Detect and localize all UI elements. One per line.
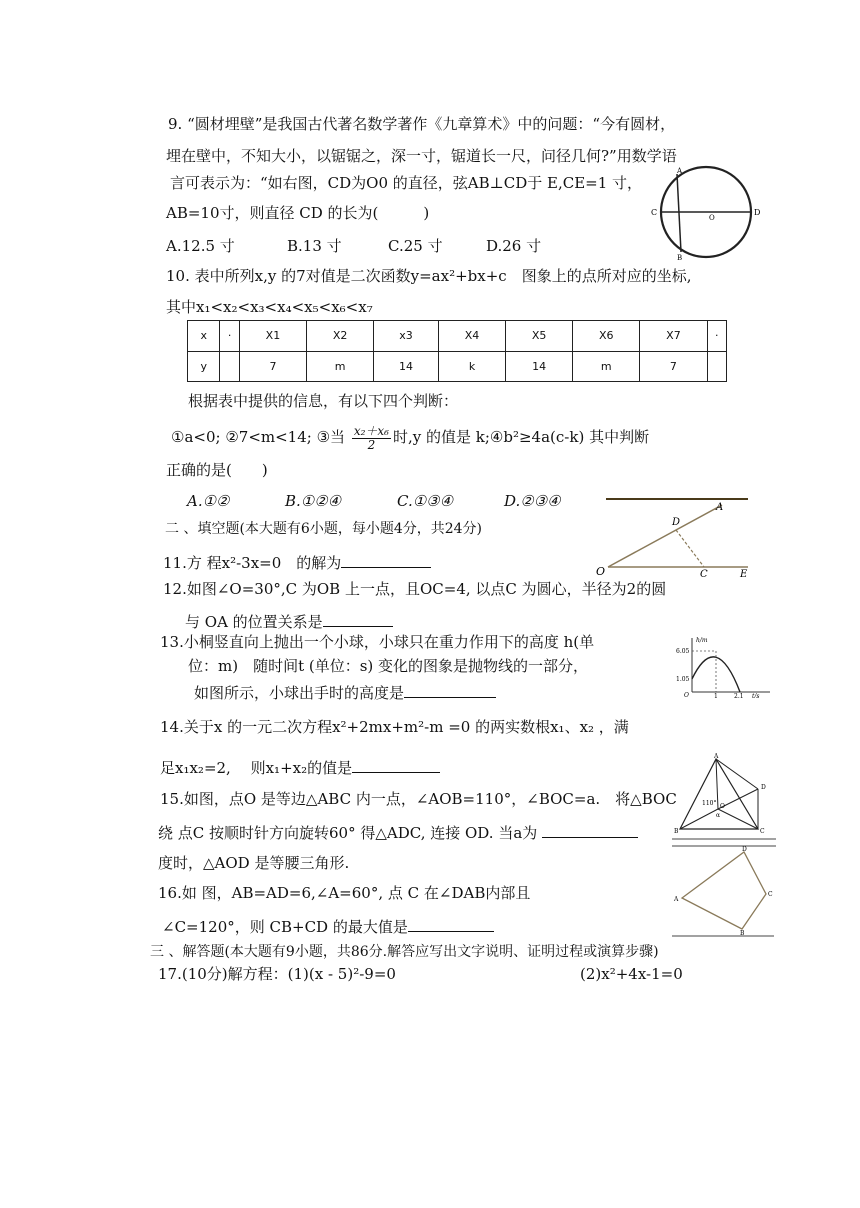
table-cell: y <box>188 351 220 382</box>
quadrilateral-abcd <box>682 852 766 929</box>
q12-answer-blank <box>323 610 393 627</box>
label-d: D <box>761 784 766 791</box>
x-tick-1: 1 <box>714 693 718 698</box>
q14-line1: 14.关于x 的一元二次方程x²+2mx+m²-m =0 的两实数根x₁、x₂ ，满 <box>160 718 629 736</box>
section2-heading: 二 、填空题(本大题有6小题，每小题4分，共24分) <box>165 521 483 537</box>
q10-fraction: $\frac{\text{x₂＋x₆}}{2}$ <box>353 423 389 452</box>
table-cell: 14 <box>374 351 439 382</box>
label-a: A <box>716 502 724 513</box>
label-b: B <box>740 930 745 937</box>
origin-label: O <box>684 692 689 698</box>
t-axis-label: t/s <box>752 693 760 698</box>
q10-judgements <box>171 422 649 452</box>
label-a: A <box>677 167 683 175</box>
parabola-curve <box>692 657 740 692</box>
q14-line2 <box>160 756 440 778</box>
q15-line1: 15.如图，点O 是等边△ABC 内一点，∠AOB=110°，∠BOC=a. 将△BOC <box>160 790 677 808</box>
table-row-x <box>188 321 727 352</box>
label-o: O <box>709 214 715 222</box>
table-cell: X6 <box>573 321 640 352</box>
q14-answer-blank <box>352 756 440 773</box>
q9-circle-figure <box>643 160 773 260</box>
q12-figure <box>594 493 754 579</box>
q10-judge-b: 的值是 k;④b²≥4a(c-k) 其中判断 <box>426 428 650 446</box>
label-a: A <box>674 896 679 903</box>
alpha-label: α <box>716 812 721 819</box>
q9-line3: 言可表示为：“如右图，CD为O0 的直径，弦AB⊥CD于 E,CE=1 寸， <box>170 174 643 192</box>
q15-answer-blank <box>542 821 638 838</box>
q13-text: 如图所示，小球出手时的高度是 <box>194 684 405 702</box>
q10-option-d: D.②③④ <box>504 492 561 510</box>
label-c: C <box>651 208 658 217</box>
q16-line2 <box>162 915 494 937</box>
q13-answer-blank <box>404 681 496 698</box>
table-cell: k <box>438 351 505 382</box>
q11-answer-blank <box>341 551 431 568</box>
q9-line4: AB=10寸，则直径 CD 的长为( ) <box>166 204 430 222</box>
chord-ab <box>677 174 681 252</box>
table-cell: · <box>220 321 239 352</box>
q12-text: 与 OA 的位置关系是 <box>185 613 323 631</box>
table-cell: X5 <box>506 321 573 352</box>
q10-option-b: B.①②④ <box>285 492 342 510</box>
table-cell: X2 <box>307 321 374 352</box>
perpendicular-cd <box>676 530 704 567</box>
h-axis-label: h/m <box>696 637 708 644</box>
table-cell: m <box>307 351 374 382</box>
table-cell <box>220 351 239 382</box>
table-cell: X1 <box>239 321 306 352</box>
table-cell: x <box>188 321 220 352</box>
y-tick-605: 6.05 <box>676 648 690 655</box>
label-o: O <box>596 565 606 578</box>
q15-line2 <box>158 821 638 843</box>
label-c: C <box>768 891 773 898</box>
table-cell: 7 <box>640 351 707 382</box>
q10-line1: 10. 表中所列x,y 的7对值是二次函数y=ax²+bx+c 图象上的点所对应的坐标, <box>166 267 692 285</box>
q13-line2: 位：m) 随时间t (单位：s) 变化的图象是抛物线的一部分， <box>188 657 589 675</box>
q10-value-table <box>187 320 727 382</box>
label-c: C <box>700 569 708 579</box>
label-a: A <box>714 753 719 760</box>
y-tick-105: 1.05 <box>676 676 690 683</box>
label-o: O <box>720 803 725 810</box>
table-cell <box>707 351 727 382</box>
label-c: C <box>760 828 765 835</box>
q9-option-d: D.26 寸 <box>486 237 542 255</box>
q10-judge-c: 正确的是( ) <box>166 461 268 479</box>
q10-info: 根据表中提供的信息，有以下四个判断： <box>188 392 459 410</box>
q15-line3: 度时，△AOD 是等腰三角形. <box>158 854 350 872</box>
section3-heading: 三 、解答题(本大题有9小题，共86分.解答应写出文字说明、证明过程或演算步骤) <box>150 944 659 960</box>
q14-text: 足x₁x₂=2, 则x₁+x₂的值是 <box>160 759 353 777</box>
q12-line1: 12.如图∠O=30°,C 为OB 上一点，且OC=4, 以点C 为圆心，半径为2的圆 <box>163 580 667 598</box>
q13-line3 <box>194 681 496 703</box>
q9-option-a: A.12.5 寸 <box>166 237 235 255</box>
q16-answer-blank <box>408 915 494 932</box>
angle-label: 110° <box>702 800 717 807</box>
q9-line1: 9. “圆材埋壁”是我国古代著名数学著作《九章算术》中的问题：“今有圆材， <box>168 115 676 133</box>
q15-triangle-figure <box>672 753 778 849</box>
q16-line1: 16.如 图，AB=AD=6,∠A=60°, 点 C 在∠DAB内部且 <box>158 884 531 902</box>
q11-text: 11.方 程x²-3x=0 的解为 <box>163 554 342 572</box>
q11-line <box>163 551 431 573</box>
segment-ad <box>716 759 758 789</box>
q10-option-c: C.①③④ <box>397 492 454 510</box>
q9-line2: 埋在壁中，不知大小，以锯锯之，深一寸，锯道长一尺，问径几何?”用数学语 <box>166 147 677 165</box>
q9-option-c: C.25 寸 <box>388 237 443 255</box>
table-cell: X7 <box>640 321 707 352</box>
label-d: D <box>672 517 681 528</box>
q9-option-b: B.13 寸 <box>287 237 342 255</box>
label-e: E <box>740 569 748 579</box>
table-cell: x3 <box>374 321 439 352</box>
q10-line2: 其中x₁<x₂<x₃<x₄<x₅<x₆<x₇ <box>166 298 373 316</box>
q10-judge-a: ①a<0; ②7<m<14; ③当 <box>171 428 346 446</box>
table-cell: m <box>573 351 640 382</box>
q16-quadrilateral-figure <box>672 844 776 938</box>
q17-part1: 17.(10分)解方程：(1)(x - 5)²-9=0 <box>158 965 396 983</box>
q12-line2 <box>185 610 393 632</box>
label-b: B <box>677 254 683 260</box>
label-b: B <box>674 828 679 835</box>
q15-text: 绕 点C 按顺时针方向旋转60° 得△ADC, 连接 OD. 当a为 <box>158 824 538 842</box>
table-row-y <box>188 351 727 382</box>
q13-line1: 13.小桐竖直向上抛出一个小球，小球只在重力作用下的高度 h(单 <box>160 633 595 651</box>
x-tick-21: 2.1 <box>734 693 744 698</box>
q10-option-a: A.①② <box>187 492 230 510</box>
q16-text: ∠C=120°，则 CB+CD 的最大值是 <box>162 918 408 936</box>
table-cell: X4 <box>438 321 505 352</box>
q10-frac-tail: 时,y <box>392 428 422 446</box>
table-cell: · <box>707 321 727 352</box>
label-d: D <box>754 208 761 217</box>
label-d: D <box>742 846 747 853</box>
table-cell: 7 <box>239 351 306 382</box>
ray-oa <box>608 505 722 567</box>
q17-part2: (2)x²+4x-1=0 <box>580 965 683 983</box>
table-cell: 14 <box>506 351 573 382</box>
q13-parabola-figure <box>674 634 774 698</box>
